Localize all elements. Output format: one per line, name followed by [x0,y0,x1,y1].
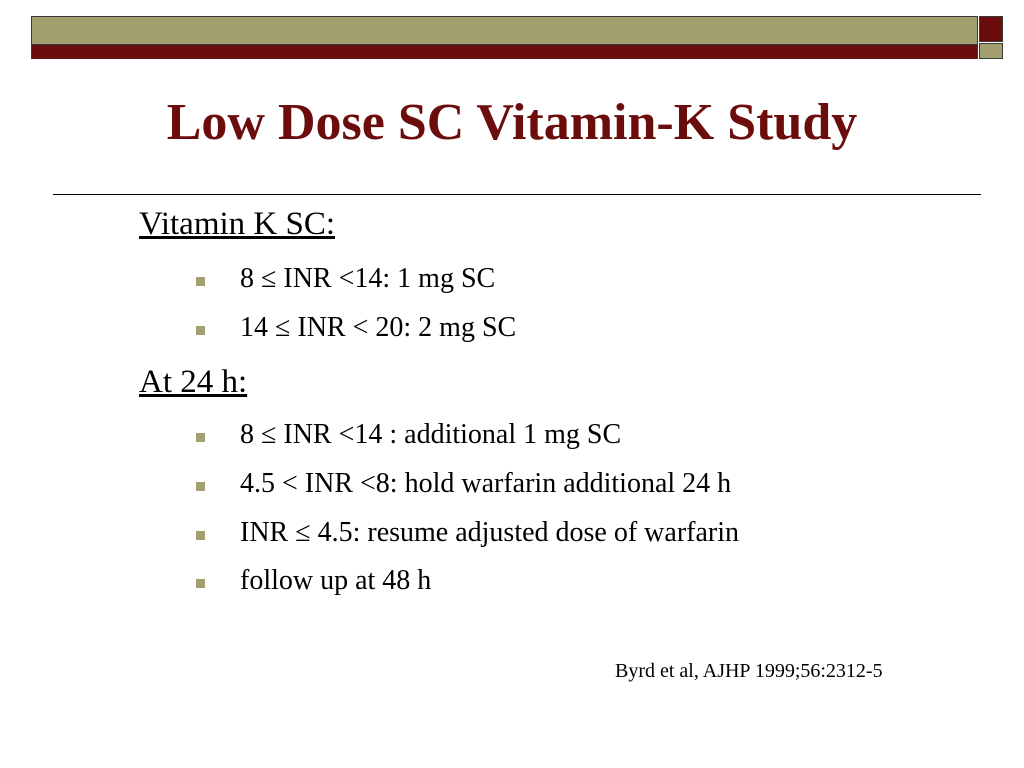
bullet-text: follow up at 48 h [240,565,432,596]
header-olive-stripe [32,17,977,45]
bullet-text: 4.5 < INR <8: hold warfarin additional 24 h [240,468,732,499]
section-heading-vitamin-k: Vitamin K SC: [139,206,336,242]
corner-red-block [979,16,1003,42]
citation: Byrd et al, AJHP 1999;56:2312-5 [615,660,883,682]
square-bullet-icon [196,433,205,442]
bullet-text: 8 ≤ INR <14: 1 mg SC [240,263,496,294]
corner-olive-block [979,43,1003,59]
title-divider [53,194,981,195]
square-bullet-icon [196,277,205,286]
header-red-stripe [32,45,977,59]
header-decoration-band [31,16,978,59]
square-bullet-icon [196,531,205,540]
square-bullet-icon [196,579,205,588]
bullet-text: 8 ≤ INR <14 : additional 1 mg SC [240,419,622,450]
square-bullet-icon [196,326,205,335]
slide-title: Low Dose SC Vitamin-K Study [166,94,858,151]
section-heading-at-24h: At 24 h: [139,364,248,400]
bullet-text: INR ≤ 4.5: resume adjusted dose of warfarin [240,517,740,548]
square-bullet-icon [196,482,205,491]
bullet-text: 14 ≤ INR < 20: 2 mg SC [240,312,517,343]
